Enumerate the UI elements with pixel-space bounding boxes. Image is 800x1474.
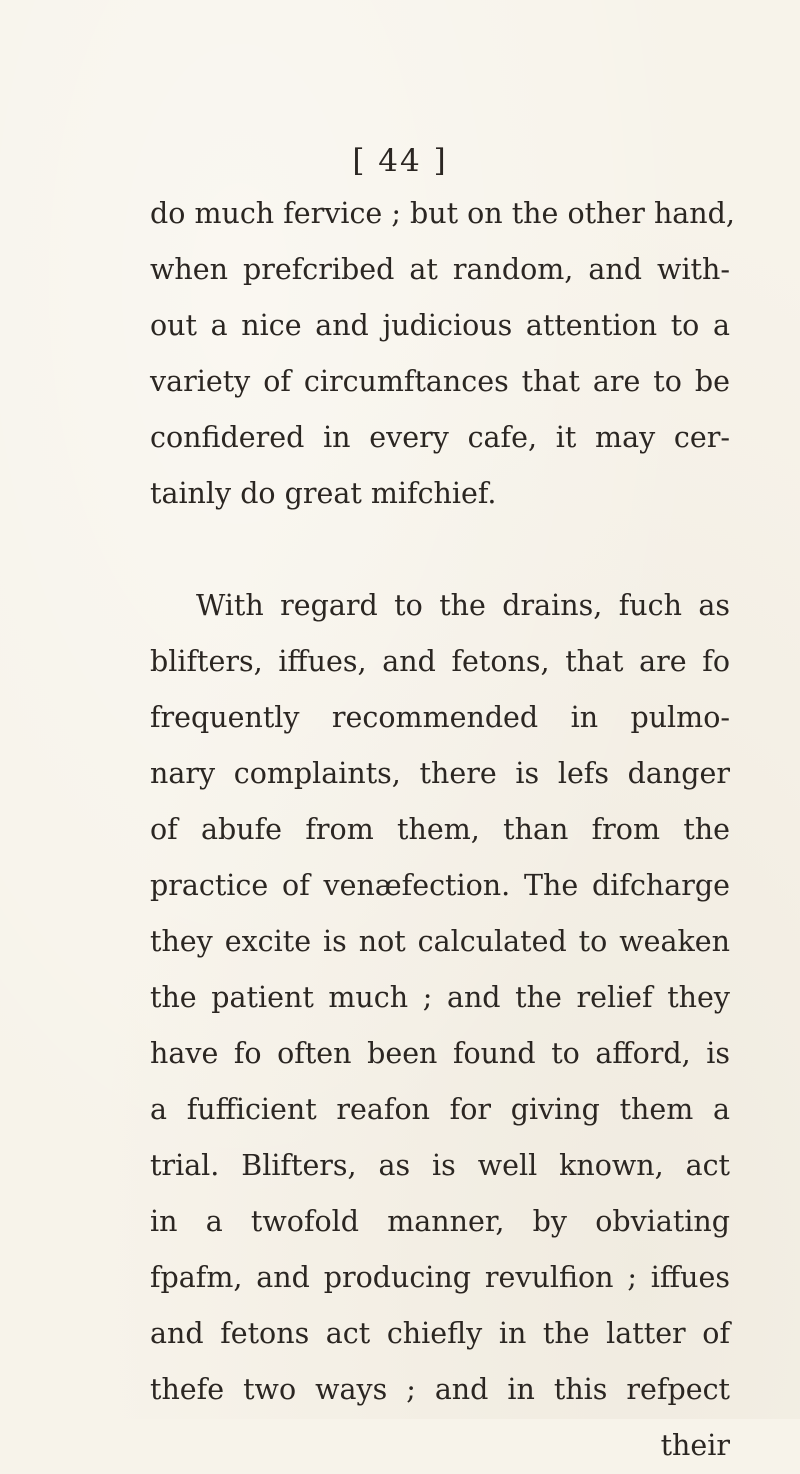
text-line: tainly do great mifchief. — [150, 477, 497, 510]
text-line: they excite is not calculated to weaken — [150, 925, 730, 958]
text-line: variety of circumftances that are to be — [150, 365, 730, 398]
paragraph-gap — [150, 522, 730, 578]
catchword: their — [660, 1429, 730, 1462]
text-line: With regard to the drains, fuch as — [196, 589, 730, 622]
text-line: of abufe from them, than from the — [150, 813, 730, 846]
text-line: the patient much ; and the relief they — [150, 981, 730, 1014]
text-line: thefe two ways ; and in this refpect — [150, 1373, 730, 1406]
body-text — [150, 186, 735, 1474]
text-line: when prefcribed at random, and with- — [150, 253, 730, 286]
text-line: and fetons act chiefly in the latter of — [150, 1317, 730, 1350]
text-line: a fufficient reafon for giving them a — [150, 1093, 730, 1126]
text-line: in a twofold manner, by obviating — [150, 1205, 730, 1238]
text-line: confidered in every cafe, it may cer- — [150, 421, 730, 454]
text-line: have fo often been found to afford, is — [150, 1037, 730, 1070]
text-line: blifters, iffues, and fetons, that are fo — [150, 645, 730, 678]
text-line: fpafm, and producing revulfion ; iffues — [150, 1261, 730, 1294]
page-number-header: [ 44 ] — [352, 143, 448, 179]
text-line: frequently recommended in pulmo- — [150, 701, 730, 734]
text-line: out a nice and judicious attention to a — [150, 309, 730, 342]
text-line: trial. Blifters, as is well known, act — [150, 1149, 730, 1182]
text-line: do much fervice ; but on the other hand, — [150, 197, 735, 230]
text-line: practice of venæfection. The difcharge — [150, 869, 730, 902]
text-line: nary complaints, there is lefs danger — [150, 757, 730, 790]
